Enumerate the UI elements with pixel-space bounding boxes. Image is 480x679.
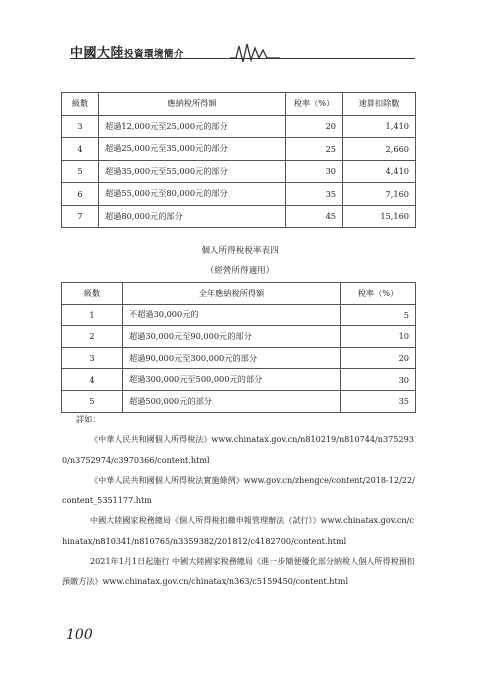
cell-deduction: 15,160 (343, 205, 416, 228)
table-row (62, 160, 416, 183)
cell-deduction: 2,660 (343, 138, 416, 161)
column-header-annual-taxable-income: 全年應納稅所得額 (123, 283, 341, 305)
table-row (62, 304, 416, 326)
column-header-level: 級數 (62, 93, 99, 116)
heartbeat-wave-icon (230, 40, 280, 64)
cell-range: 超過35,000元至55,000元的部分 (99, 160, 286, 183)
column-header-quick-deduction: 速算扣除數 (343, 93, 416, 116)
references-section (62, 409, 417, 592)
cell-rate: 25 (286, 138, 343, 161)
reference-item: 《中華人民共和國個人所得稅法實施條例》www.gov.cn/zhengce/content/2018-12/22/content_5351177.htm (62, 474, 415, 506)
cell-deduction: 4,410 (343, 160, 416, 183)
cell-level: 3 (62, 115, 99, 138)
table-header-row (62, 93, 416, 116)
table-subtitle: （經營所得適用） (205, 266, 275, 276)
table-row (62, 369, 416, 391)
column-header-level: 級數 (62, 283, 123, 305)
cell-level: 1 (62, 304, 123, 326)
cell-range: 不超過30,000元的 (123, 304, 341, 326)
cell-rate: 10 (341, 326, 416, 348)
column-header-rate: 稅率（%） (286, 93, 343, 116)
cell-range: 超過500,000元的部分 (123, 390, 341, 412)
cell-range: 超過25,000元至35,000元的部分 (99, 138, 286, 161)
cell-range: 超過30,000元至90,000元的部分 (123, 326, 341, 348)
table-row (62, 183, 416, 206)
cell-range: 超過80,000元的部分 (99, 205, 286, 228)
cell-level: 2 (62, 326, 123, 348)
table-row (62, 326, 416, 348)
reference-item: 中國大陸國家稅務總局《個人所得稅扣繳申報管理辦法（試行）》www.chinatax.gov.cn/chinatax/n810341/n810765/n3359382/201812/c4182700/content.html (62, 515, 414, 546)
cell-range: 超過90,000元至300,000元的部分 (123, 347, 341, 369)
cell-level: 5 (62, 160, 99, 183)
table-row (62, 115, 416, 138)
cell-range: 超過12,000元至25,000元的部分 (99, 115, 286, 138)
header-rule (70, 58, 415, 59)
header-title-large: 中國大陸 (70, 46, 125, 61)
cell-level: 5 (62, 390, 123, 412)
page-number: 100 (66, 627, 93, 643)
table-row (62, 347, 416, 369)
running-header (70, 40, 415, 64)
references-lead: 詳如： (76, 414, 101, 424)
reference-item: 《中華人民共和國個人所得稅法》www.chinatax.gov.cn/n810219/n810744/n3752930/n3752974/c3970366/content.html (62, 434, 414, 465)
table-row (62, 138, 416, 161)
cell-level: 4 (62, 138, 99, 161)
cell-rate: 30 (286, 160, 343, 183)
tax-rate-table-continued (61, 92, 416, 228)
column-header-taxable-income: 應納稅所得額 (99, 93, 286, 116)
cell-range: 超過55,000元至80,000元的部分 (99, 183, 286, 206)
cell-rate: 35 (341, 390, 416, 412)
cell-rate: 5 (341, 304, 416, 326)
cell-deduction: 7,160 (343, 183, 416, 206)
business-income-tax-rate-table (61, 282, 416, 413)
table-title: 個人所得稅稅率表四 (201, 246, 279, 256)
cell-level: 3 (62, 347, 123, 369)
column-header-rate: 稅率（%） (341, 283, 416, 305)
cell-level: 4 (62, 369, 123, 391)
cell-rate: 45 (286, 205, 343, 228)
cell-deduction: 1,410 (343, 115, 416, 138)
cell-level: 6 (62, 183, 99, 206)
cell-level: 7 (62, 205, 99, 228)
cell-rate: 20 (341, 347, 416, 369)
cell-rate: 20 (286, 115, 343, 138)
cell-range: 超過300,000元至500,000元的部分 (123, 369, 341, 391)
reference-item: 2021年1月1日起施行 中國大陸國家稅務總局《進一步簡便優化部分納稅人個人所得稅預扣預繳方法》www.chinatax.gov.cn/chinatax/n363/c5159450/content.html (62, 556, 415, 587)
table-header-row (62, 283, 416, 305)
table-row (62, 205, 416, 228)
header-title-small: 投資環境簡介 (124, 49, 185, 60)
cell-rate: 30 (341, 369, 416, 391)
cell-rate: 35 (286, 183, 343, 206)
